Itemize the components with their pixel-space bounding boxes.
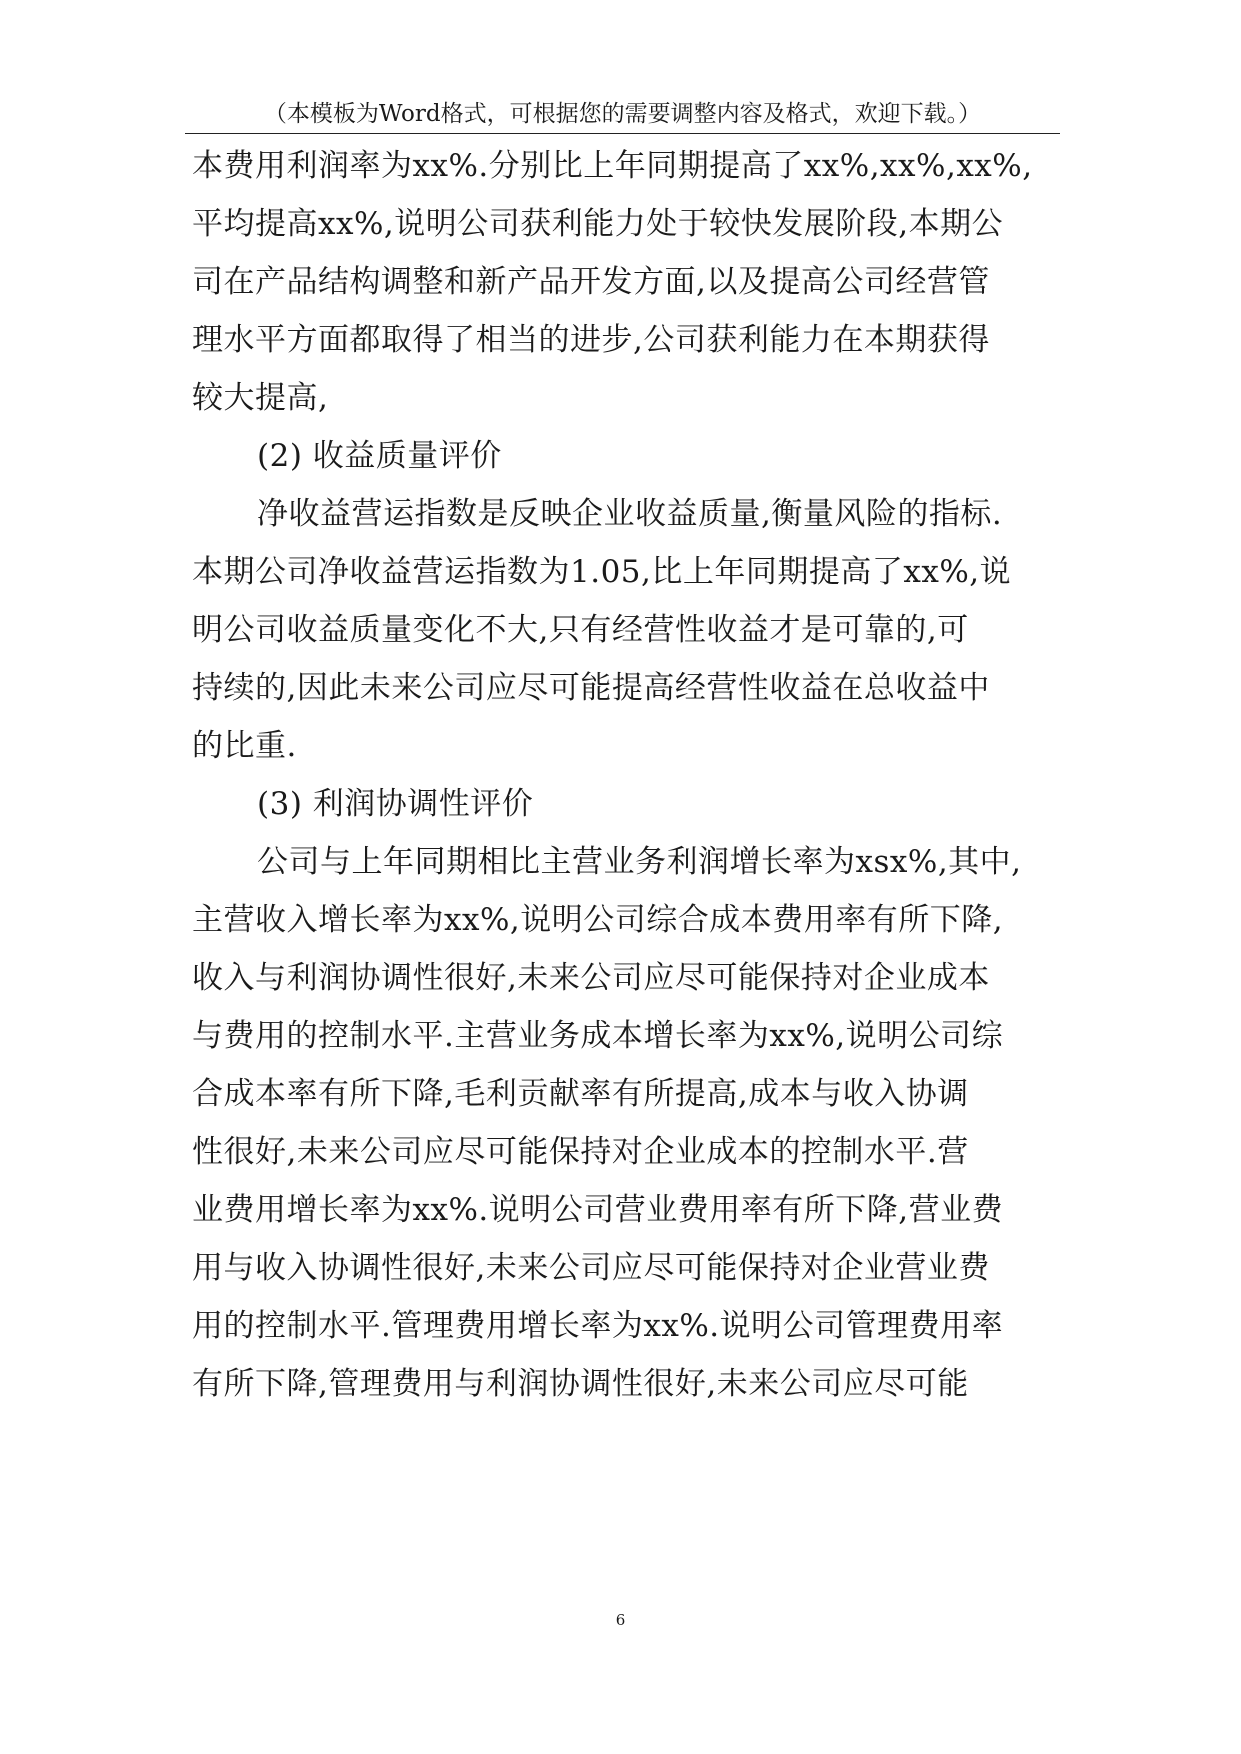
page-header: （本模板为Word格式，可根据您的需要调整内容及格式，欢迎下载。） — [263, 101, 982, 127]
body-line: 性很好,未来公司应尽可能保持对企业成本的控制水平.营 — [192, 1134, 969, 1170]
section-heading-3: (3) 利润协调性评价 — [257, 786, 534, 822]
body-line: 平均提高xx%,说明公司获利能力处于较快发展阶段,本期公 — [192, 206, 1004, 242]
body-line: 有所下降,管理费用与利润协调性很好,未来公司应尽可能 — [192, 1366, 969, 1402]
body-line: 较大提高, — [192, 380, 329, 416]
body-line: 理水平方面都取得了相当的进步,公司获利能力在本期获得 — [192, 322, 990, 358]
body-line: 本费用利润率为xx%.分别比上年同期提高了xx%,xx%,xx%, — [192, 148, 1033, 184]
page-number: 6 — [615, 1611, 626, 1629]
body-line: 业费用增长率为xx%.说明公司营业费用率有所下降,营业费 — [192, 1192, 1004, 1228]
body-line: 的比重. — [192, 728, 297, 764]
body-line: 本期公司净收益营运指数为1.05,比上年同期提高了xx%,说 — [192, 554, 1012, 590]
body-line: 主营收入增长率为xx%,说明公司综合成本费用率有所下降, — [192, 902, 1004, 938]
body-line: 合成本率有所下降,毛利贡献率有所提高,成本与收入协调 — [192, 1076, 969, 1112]
body-line: 净收益营运指数是反映企业收益质量,衡量风险的指标. — [257, 496, 1003, 532]
body-line: 用与收入协调性很好,未来公司应尽可能保持对企业营业费 — [192, 1250, 990, 1286]
body-line: 持续的,因此未来公司应尽可能提高经营性收益在总收益中 — [192, 670, 990, 706]
header-divider — [185, 133, 1060, 134]
body-line: 公司与上年同期相比主营业务利润增长率为xsx%,其中, — [257, 844, 1022, 880]
body-line: 司在产品结构调整和新产品开发方面,以及提高公司经营管 — [192, 264, 990, 300]
body-line: 明公司收益质量变化不大,只有经营性收益才是可靠的,可 — [192, 612, 969, 648]
body-line: 收入与利润协调性很好,未来公司应尽可能保持对企业成本 — [192, 960, 990, 996]
body-line: 与费用的控制水平.主营业务成本增长率为xx%,说明公司综 — [192, 1018, 1004, 1054]
section-heading-2: (2) 收益质量评价 — [257, 438, 502, 474]
body-line: 用的控制水平.管理费用增长率为xx%.说明公司管理费用率 — [192, 1308, 1004, 1344]
